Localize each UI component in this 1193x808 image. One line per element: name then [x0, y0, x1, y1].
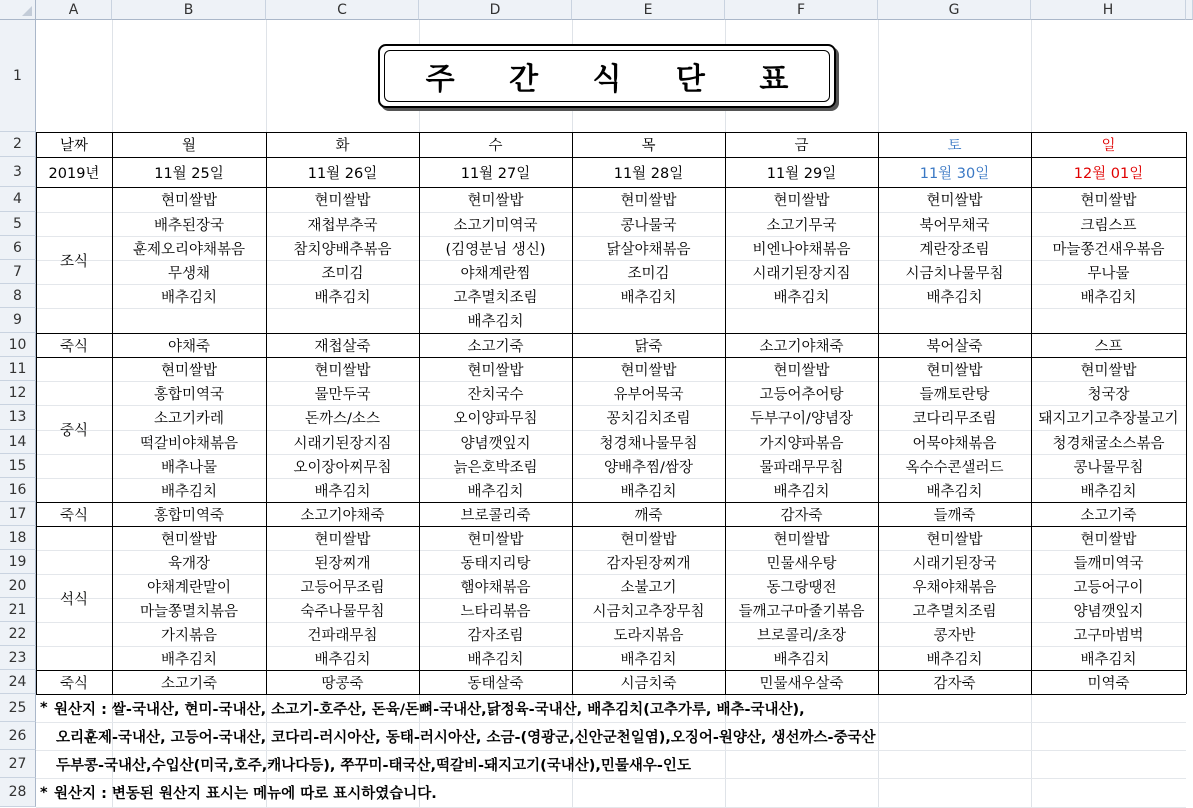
breakfast-item: 현미쌀밥	[620, 193, 677, 209]
dinner-item: 들깨미역국	[1073, 555, 1144, 572]
row-header-1[interactable]: 1	[0, 20, 36, 132]
dinner-item: 배추김치	[160, 651, 218, 668]
dinner-item: 동태지리탕	[460, 555, 531, 572]
porridge-item-2: 들깨죽	[933, 507, 976, 524]
table-border-v	[266, 132, 267, 694]
breakfast-item: 배추김치	[160, 289, 218, 306]
lunch-item: 오이양파무침	[453, 411, 538, 427]
row-header-2[interactable]: 2	[0, 132, 36, 157]
column-header-G[interactable]: G	[878, 0, 1031, 20]
note-bullet: *	[40, 700, 48, 716]
porridge-item-1: 소고기죽	[467, 338, 524, 355]
breakfast-item: 현미쌀밥	[773, 193, 830, 209]
table-border-v	[1186, 132, 1187, 694]
table-border-h	[36, 526, 1186, 527]
year-label: 2019년	[48, 165, 100, 182]
dinner-item: 현미쌀밥	[1080, 531, 1137, 548]
lunch-item: 물만두국	[314, 386, 371, 403]
table-border-h	[36, 333, 1186, 334]
note-text: 오리훈제-국내산, 고등어-국내산, 코다리-러시아산, 동태-러시아산, 소금-(영광군,신안군천일염),오징어-원양산, 생선까스-중국산	[56, 729, 876, 746]
lunch-item: 배추나물	[160, 459, 218, 476]
porridge-item-1: 북어살죽	[926, 338, 983, 355]
table-border-v	[572, 132, 573, 694]
column-header-F[interactable]: F	[725, 0, 878, 20]
lunch-item: 청국장	[1087, 386, 1130, 403]
row-header-27[interactable]: 27	[0, 750, 36, 778]
note-text: 두부콩-국내산,수입산(미국,호주,캐나다등), 쭈꾸미-태국산,떡갈비-돼지고기(국내산),민물새우-인도	[56, 757, 691, 774]
column-header-H[interactable]: H	[1031, 0, 1186, 20]
dinner-item: 배추김치	[620, 651, 677, 668]
row-header-3[interactable]: 3	[0, 157, 36, 187]
dinner-item: 야채계란말이	[146, 579, 232, 596]
dinner-item: 햄야채볶음	[460, 579, 531, 596]
breakfast-item: 배추김치	[467, 314, 524, 330]
table-border-h	[36, 187, 1186, 188]
dinner-item: 숙주나물무침	[300, 603, 385, 620]
lunch-item: 떡갈비야채볶음	[139, 435, 239, 452]
column-header-C[interactable]: C	[266, 0, 419, 20]
note-text: 원산지 : 쌀-국내산, 현미-국내산, 소고기-호주산, 돈육/돈뼈-국내산,닭정육-국내산, 배추김치(고추가루, 배추-국내산),	[54, 701, 805, 718]
breakfast-item: 고추멸치조림	[453, 289, 538, 306]
lunch-item: 가지양파볶음	[759, 435, 844, 452]
day-name-5: 토	[947, 138, 962, 154]
dinner-item: 육개장	[167, 555, 211, 572]
dinner-item: 소불고기	[620, 579, 677, 596]
breakfast-item: 시래기된장지짐	[752, 265, 851, 282]
lunch-item: 콩나물무침	[1073, 459, 1144, 476]
dinner-item: 콩자반	[933, 627, 976, 644]
breakfast-item: 배추김치	[1080, 289, 1137, 306]
row-header-22[interactable]: 22	[0, 622, 36, 646]
breakfast-item: (김영분님 생신)	[445, 241, 546, 258]
breakfast-item: 무나물	[1087, 265, 1130, 282]
dinner-item: 느타리볶음	[460, 603, 531, 620]
table-border-h	[36, 157, 1186, 158]
dinner-item: 고등어구이	[1073, 579, 1144, 596]
breakfast-item: 현미쌀밥	[467, 193, 524, 209]
lunch-item: 현미쌀밥	[620, 362, 677, 379]
table-border-v	[878, 132, 879, 694]
lunch-item: 들깨토란탕	[919, 386, 990, 403]
breakfast-item: 크림스프	[1080, 217, 1137, 234]
column-header-filler	[1186, 0, 1193, 20]
lunch-item: 배추김치	[773, 483, 830, 500]
dinner-item: 감자된장찌개	[606, 555, 691, 572]
breakfast-item: 현미쌀밥	[926, 193, 983, 209]
page-title: 주 간 식 단 표	[378, 44, 836, 108]
lunch-item: 양배추찜/쌈장	[604, 459, 693, 476]
porridge-item-1: 야채죽	[167, 338, 211, 355]
lunch-item: 시래기된장지짐	[293, 435, 392, 452]
porridge-item-1: 스프	[1094, 338, 1123, 355]
row-header-20[interactable]: 20	[0, 574, 36, 598]
breakfast-item: 훈제오리야채볶음	[132, 241, 246, 258]
breakfast-item: 소고기무국	[766, 217, 837, 234]
porridge-label-2: 죽식	[59, 507, 88, 524]
breakfast-item: 배추김치	[620, 289, 677, 306]
lunch-item: 양념깻잎지	[460, 435, 531, 452]
porridge-item-2: 브로콜리죽	[460, 507, 531, 524]
dinner-item: 된장찌개	[314, 555, 371, 572]
table-border-v	[1031, 132, 1032, 694]
porridge-item-2: 소고기야채죽	[300, 507, 385, 524]
row-header-24[interactable]: 24	[0, 670, 36, 694]
porridge-item-2: 깨죽	[634, 507, 663, 524]
note-bullet: *	[40, 784, 48, 801]
dinner-item: 브로콜리/초장	[757, 627, 846, 644]
lunch-item: 배추김치	[314, 483, 371, 500]
breakfast-item: 닭살야채볶음	[606, 241, 691, 258]
dinner-item: 현미쌀밥	[314, 531, 371, 548]
breakfast-item	[112, 308, 266, 333]
breakfast-item: 마늘쫑건새우볶음	[1052, 241, 1165, 258]
row-header-17[interactable]: 17	[0, 502, 36, 526]
lunch-label: 중식	[59, 423, 88, 439]
day-date-5: 11월 30일	[919, 165, 990, 182]
dinner-item: 현미쌀밥	[160, 531, 218, 548]
breakfast-label: 조식	[59, 253, 88, 270]
lunch-item: 옥수수콘샐러드	[905, 459, 1004, 476]
breakfast-item: 배추김치	[773, 289, 830, 306]
row-header-16[interactable]: 16	[0, 478, 36, 502]
column-header-D[interactable]: D	[419, 0, 572, 20]
lunch-item: 현미쌀밥	[1080, 362, 1137, 379]
note-text: 원산지 : 변동된 원산지 표시는 메뉴에 따로 표시하였습니다.	[54, 786, 437, 802]
lunch-item: 배추김치	[620, 483, 677, 500]
lunch-item: 잔치국수	[467, 386, 524, 403]
breakfast-item: 무생채	[167, 265, 211, 282]
lunch-item: 현미쌀밥	[314, 362, 371, 379]
table-border-v	[112, 132, 113, 694]
date-label: 날짜	[59, 138, 88, 154]
breakfast-item: 배추김치	[314, 289, 371, 306]
breakfast-item: 배추된장국	[153, 217, 225, 234]
table-border-h	[36, 132, 1186, 133]
breakfast-item: 소고기미역국	[453, 217, 538, 234]
table-border-v	[419, 132, 420, 694]
row-header-11[interactable]: 11	[0, 357, 36, 381]
breakfast-item: 배추김치	[926, 289, 983, 306]
porridge-item-3: 땅콩죽	[321, 675, 364, 692]
row-header-26[interactable]: 26	[0, 722, 36, 750]
porridge-item-3: 시금치죽	[620, 675, 677, 692]
breakfast-item: 계란장조림	[919, 241, 990, 258]
row-header-4[interactable]: 4	[0, 187, 36, 212]
dinner-item: 양념깻잎지	[1073, 603, 1144, 620]
porridge-item-3: 소고기죽	[160, 675, 218, 692]
breakfast-item: 조미김	[627, 265, 670, 282]
porridge-item-2: 홍합미역죽	[153, 507, 225, 524]
lunch-item: 늙은호박조림	[453, 459, 538, 476]
day-name-6: 일	[1101, 138, 1116, 154]
table-border-h	[36, 357, 1186, 358]
dinner-item: 배추김치	[467, 651, 524, 668]
dinner-item: 배추김치	[773, 651, 830, 668]
row-header-21[interactable]: 21	[0, 598, 36, 622]
table-border-v	[725, 132, 726, 694]
lunch-item: 두부구이/양념장	[750, 411, 853, 427]
dinner-item: 현미쌀밥	[620, 531, 677, 548]
porridge-item-2: 감자죽	[780, 507, 823, 524]
dinner-label: 석식	[59, 591, 88, 608]
breakfast-item	[878, 308, 1031, 333]
row-header-7[interactable]: 7	[0, 260, 36, 284]
breakfast-item: 현미쌀밥	[1080, 193, 1137, 209]
porridge-item-3: 미역죽	[1087, 675, 1130, 692]
breakfast-item: 현미쌀밥	[314, 193, 371, 209]
dinner-item: 고구마범벅	[1073, 627, 1144, 644]
lunch-item: 고등어추어탕	[759, 386, 844, 403]
porridge-item-1: 재첩살죽	[314, 338, 371, 355]
row-header-19[interactable]: 19	[0, 550, 36, 574]
lunch-item: 배추김치	[1080, 483, 1137, 500]
dinner-item: 동그랑땡전	[766, 579, 837, 596]
lunch-item: 돈까스/소스	[305, 411, 380, 427]
lunch-item: 현미쌀밥	[467, 362, 524, 379]
dinner-item: 현미쌀밥	[773, 531, 830, 548]
row-header-6[interactable]: 6	[0, 236, 36, 260]
row-header-5[interactable]: 5	[0, 212, 36, 236]
row-header-10[interactable]: 10	[0, 333, 36, 357]
lunch-item: 배추김치	[160, 483, 218, 500]
lunch-item: 배추김치	[467, 483, 524, 500]
lunch-item: 코다리무조림	[912, 411, 997, 427]
breakfast-item: 현미쌀밥	[160, 193, 218, 209]
table-border-h	[36, 670, 1186, 671]
row-header-14[interactable]: 14	[0, 430, 36, 454]
dinner-item: 현미쌀밥	[467, 531, 524, 548]
porridge-item-2: 소고기죽	[1080, 507, 1137, 524]
dinner-item: 현미쌀밥	[926, 531, 983, 548]
row-header-18[interactable]: 18	[0, 526, 36, 550]
lunch-item: 현미쌀밥	[160, 362, 218, 379]
day-date-6: 12월 01일	[1073, 165, 1144, 182]
lunch-item: 돼지고기고추장불고기	[1038, 411, 1179, 427]
lunch-item: 청경채나물무침	[599, 435, 698, 452]
table-border-v	[36, 132, 37, 694]
origin-note-2	[56, 722, 876, 750]
origin-note-4	[40, 778, 437, 807]
lunch-item: 어묵야채볶음	[912, 435, 997, 452]
dinner-item: 고추멸치조림	[912, 603, 997, 620]
column-header-B[interactable]: B	[112, 0, 266, 20]
select-all-corner[interactable]	[0, 0, 36, 20]
breakfast-item	[572, 308, 725, 333]
porridge-item-3: 민물새우살죽	[759, 675, 844, 692]
dinner-item: 가지볶음	[160, 627, 218, 644]
dinner-item: 시금치고추장무침	[592, 603, 705, 620]
porridge-item-1: 소고기야채죽	[759, 338, 844, 355]
breakfast-item: 비엔나야채볶음	[752, 241, 851, 258]
dinner-item: 배추김치	[926, 651, 983, 668]
dinner-item: 감자조림	[467, 627, 524, 644]
breakfast-item	[725, 308, 878, 333]
row-header-25[interactable]: 25	[0, 694, 36, 722]
breakfast-item: 북어무채국	[919, 217, 990, 234]
lunch-item: 청경채굴소스볶음	[1052, 435, 1165, 452]
breakfast-item: 참치양배추볶음	[293, 241, 392, 258]
porridge-item-3: 동태살죽	[467, 675, 524, 692]
table-border-h	[36, 502, 1186, 503]
porridge-label-1: 죽식	[59, 338, 88, 355]
dinner-item: 민물새우탕	[766, 555, 837, 572]
day-name-0: 월	[181, 138, 196, 154]
lunch-item: 현미쌀밥	[773, 362, 830, 379]
dinner-item: 시래기된장국	[912, 555, 997, 572]
breakfast-item: 시금치나물무침	[905, 265, 1004, 282]
breakfast-item: 재첩부추국	[307, 217, 378, 234]
breakfast-item	[1031, 308, 1186, 333]
day-name-2: 수	[488, 138, 503, 154]
lunch-item: 홍합미역국	[153, 386, 225, 403]
lunch-item: 꽁치김치조림	[606, 411, 691, 427]
day-date-2: 11월 27일	[460, 165, 531, 182]
dinner-item: 마늘쫑멸치볶음	[139, 603, 239, 620]
dinner-item: 건파래무침	[307, 627, 378, 644]
porridge-item-3: 감자죽	[933, 675, 976, 692]
day-date-0: 11월 25일	[154, 165, 224, 182]
lunch-item: 물파래무무침	[759, 459, 844, 476]
porridge-label-3: 죽식	[59, 675, 88, 692]
row-header-9[interactable]: 9	[0, 308, 36, 333]
day-date-1: 11월 26일	[307, 165, 378, 182]
lunch-item: 유부어묵국	[613, 386, 684, 403]
dinner-item: 들깨고구마줄기볶음	[738, 603, 865, 620]
dinner-item: 도라지볶음	[613, 627, 684, 644]
lunch-item: 현미쌀밥	[926, 362, 983, 379]
row-header-23[interactable]: 23	[0, 646, 36, 670]
column-header-A[interactable]: A	[36, 0, 112, 20]
breakfast-item: 콩나물국	[620, 217, 677, 234]
lunch-item: 배추김치	[926, 483, 983, 500]
porridge-item-1: 닭죽	[634, 338, 663, 355]
breakfast-item	[266, 308, 419, 333]
day-date-4: 11월 29일	[766, 165, 837, 182]
dinner-item: 배추김치	[314, 651, 371, 668]
dinner-item: 고등어무조림	[300, 579, 385, 596]
row-header-12[interactable]: 12	[0, 381, 36, 405]
row-header-8[interactable]: 8	[0, 284, 36, 308]
dinner-item: 우채야채볶음	[912, 579, 997, 596]
row-header-28[interactable]: 28	[0, 778, 36, 807]
day-date-3: 11월 28일	[613, 165, 684, 182]
breakfast-item: 야채계란찜	[460, 265, 531, 282]
row-header-15[interactable]: 15	[0, 454, 36, 478]
origin-note-1	[40, 694, 805, 722]
day-name-3: 목	[641, 138, 656, 154]
dinner-item: 배추김치	[1080, 651, 1137, 668]
breakfast-item: 조미김	[321, 265, 364, 282]
lunch-item: 오이장아찌무침	[293, 459, 392, 476]
day-name-4: 금	[794, 138, 809, 154]
day-name-1: 화	[335, 138, 350, 154]
origin-note-3	[56, 750, 691, 778]
lunch-item: 소고기카레	[153, 411, 225, 427]
column-header-E[interactable]: E	[572, 0, 725, 20]
row-header-13[interactable]: 13	[0, 405, 36, 430]
